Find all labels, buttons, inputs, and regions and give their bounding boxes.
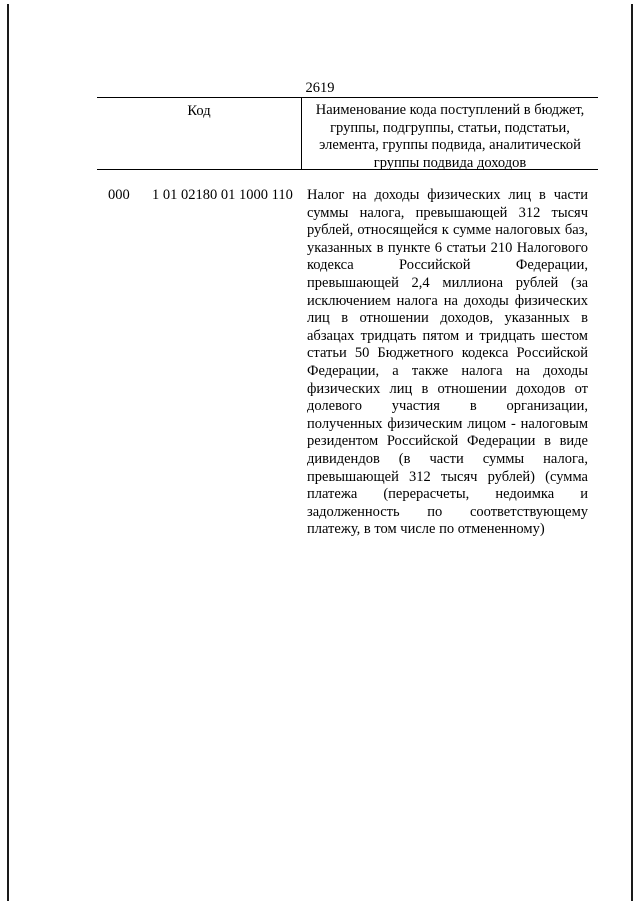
header-code-cell: Код <box>97 98 302 169</box>
page-number: 2619 <box>305 80 335 96</box>
header-name-cell: Наименование кода поступлений в бюджет, группы, подгруппы, статьи, подстатьи, элемента, группы подвида, аналитической группы подвида доходов <box>315 102 585 171</box>
table-header <box>97 97 598 170</box>
row-group-code: 000 <box>108 187 130 203</box>
row-revenue-code: 1 01 02180 01 1000 110 <box>152 187 293 203</box>
row-description: Налог на доходы физических лиц в части суммы налога, превышающей 312 тысяч рублей, относящейся к сумме налоговых баз, указанных в пункте 6 статьи 210 Налогового кодекса Российской Федерации, превышающей 2,4 миллиона рублей (за исключением налога на доходы физических лиц в отношении доходов, указанных в абзацах тридцать пятом и тридцать шестом статьи 50 Бюджетного кодекса Российской Федерации, а также налога на доходы физических лиц в отношении доходов от долевого участия в организации, полученных физическим лицом - налоговым резидентом Российской Федерации в виде дивидендов (в части суммы налога, превышающей 312 тысяч рублей) (сумма платежа (перерасчеты, недоимка и задолженность по соответствующему платежу, в том числе по отмененному) <box>307 187 588 538</box>
